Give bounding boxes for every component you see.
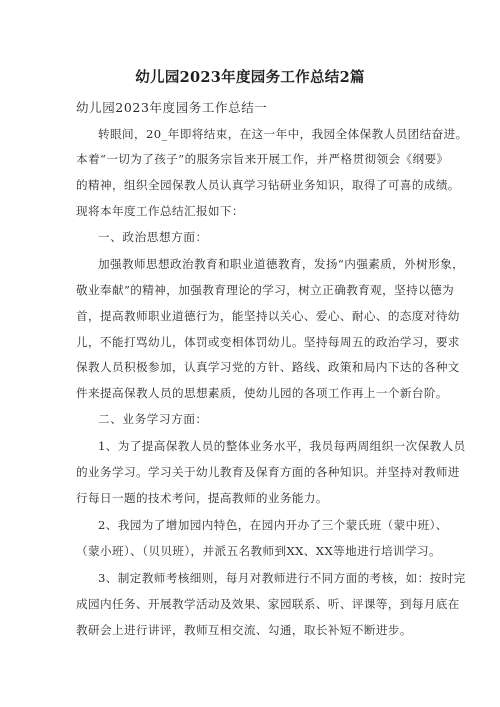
paragraph-line: 的业务学习。学习关于幼儿教育及保育方面的各种知识。并坚持对教师进 bbox=[76, 465, 460, 479]
section-subtitle: 幼儿园2023年度园务工作总结一 bbox=[76, 100, 268, 115]
section-heading-politics: 一、政治思想方面： bbox=[98, 230, 208, 244]
paragraph-line: 教研会上进行讲评，教师互相交流、勾通，取长补短不断进步。 bbox=[76, 623, 412, 637]
document-title: 幼儿园2023年度园务工作总结2篇 bbox=[135, 69, 365, 86]
paragraph-line: 成园内任务、开展教学活动及效果、家园联系、听、评课等，到每月底在 bbox=[76, 597, 460, 611]
paragraph-line: 首，提高教师职业道德行为，能坚持以关心、爱心、耐心、的态度对待幼 bbox=[76, 309, 460, 323]
paragraph-line: 现将本年度工作总结汇报如下： bbox=[76, 204, 244, 218]
paragraph-line: （蒙小班）、（贝贝班），并派五名教师到XX、XX等地进行培训学习。 bbox=[76, 544, 442, 558]
paragraph-line: 2、我园为了增加园内特色，在园内开办了三个蒙氏班（蒙中班）、 bbox=[98, 518, 448, 532]
paragraph-line: 加强教师思想政治教育和职业道德教育，发扬“内强素质，外树形象， bbox=[98, 257, 465, 271]
paragraph-line: 3、制定教师考核细则，每月对教师进行不同方面的考核，如：按时完 bbox=[98, 571, 466, 585]
paragraph-line: 1、为了提高保教人员的整体业务水平，我员每两周组织一次保教人员 bbox=[98, 439, 466, 453]
paragraph-line: 保教人员积极参加，认真学习党的方针、路线、政策和局内下达的各种文 bbox=[76, 360, 460, 374]
paragraph-line: 敬业奉献”的精神，加强教育理论的学习，树立正确教育观，坚持以德为 bbox=[76, 283, 455, 297]
paragraph-line: 行每日一题的技术考问，提高教师的业务能力。 bbox=[76, 491, 328, 505]
paragraph-line: 儿，不能打骂幼儿，体罚或变相体罚幼儿。坚持每周五的政治学习，要求 bbox=[76, 335, 460, 349]
paragraph-line: 转眼间，20_年即将结束，在这一年中，我园全体保教人员团结奋进。 bbox=[98, 127, 468, 141]
section-heading-study: 二、业务学习方面： bbox=[98, 412, 208, 426]
paragraph-line: 本着“一切为了孩子”的服务宗旨来开展工作，并严格贯彻领会《纲要》 bbox=[76, 152, 449, 166]
paragraph-line: 件来提高保教人员的思想素质，使幼儿园的各项工作再上一个新台阶。 bbox=[76, 386, 448, 400]
paragraph-line: 的精神，组织全园保教人员认真学习钻研业务知识，取得了可喜的成绩。 bbox=[76, 178, 460, 192]
